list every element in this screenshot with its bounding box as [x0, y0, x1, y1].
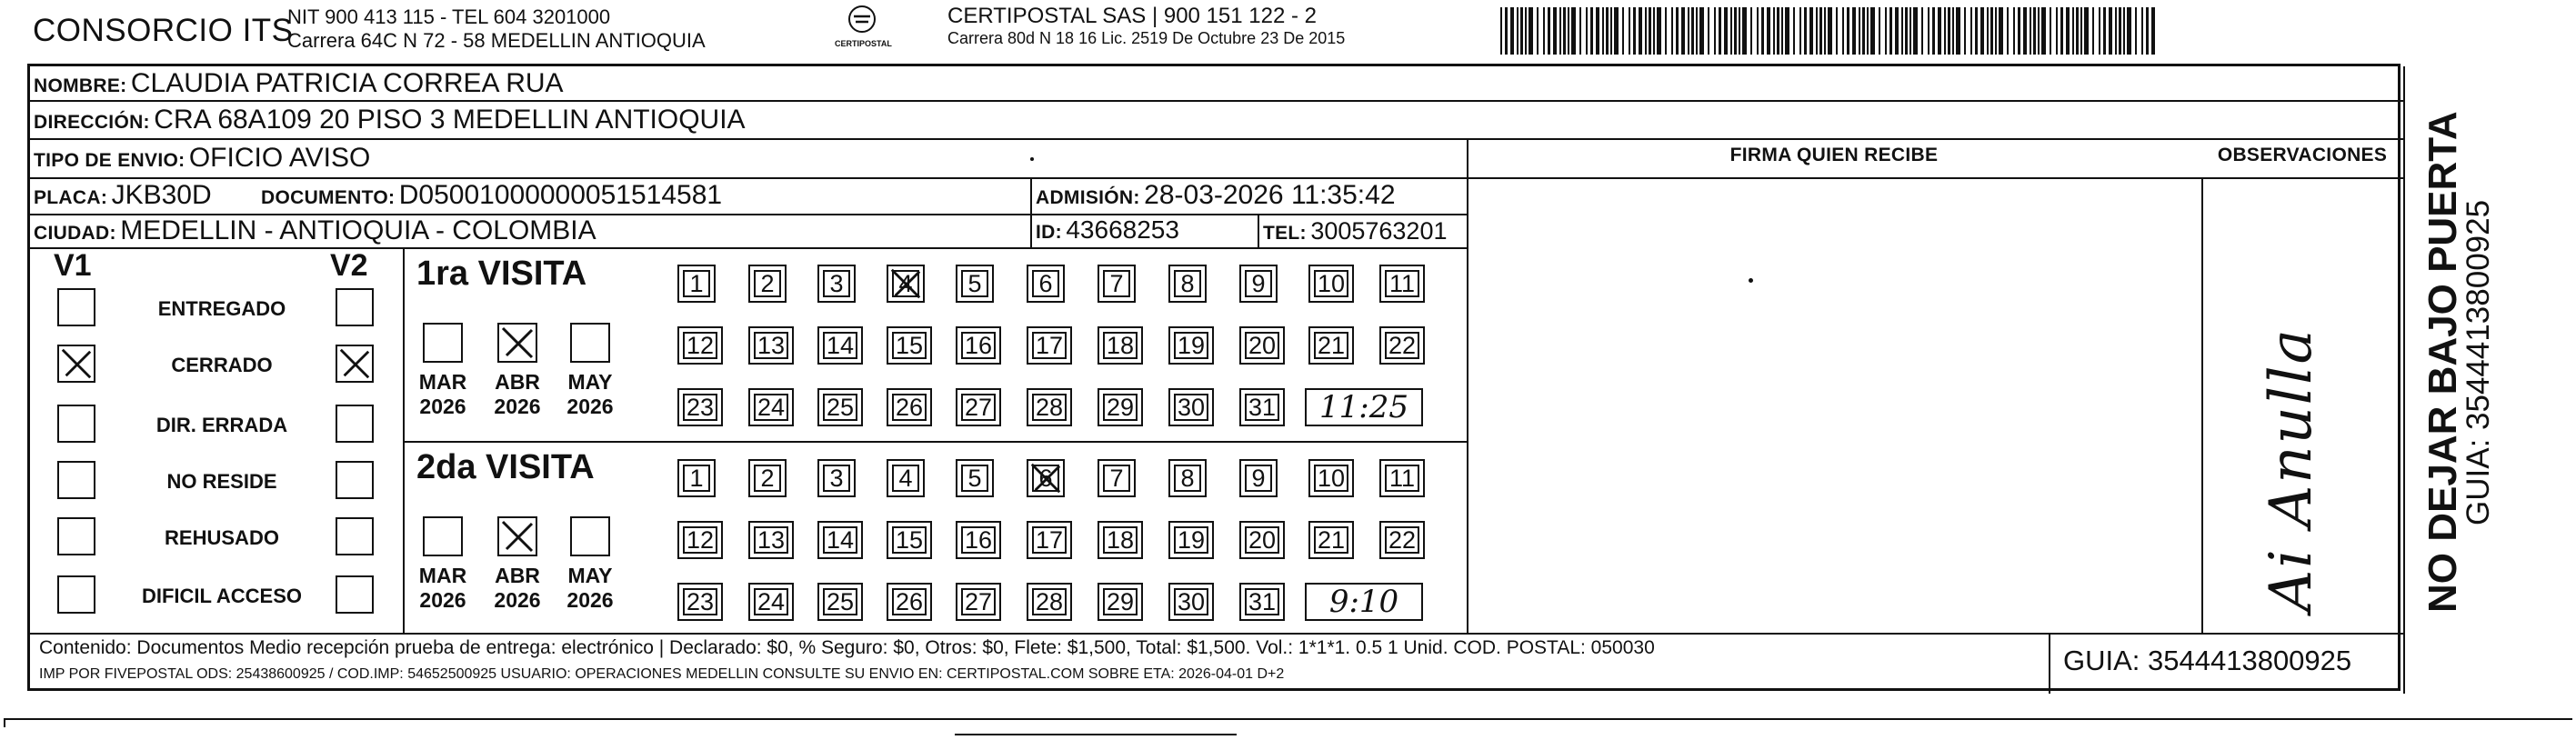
- handwritten-time-box: 9:10: [1305, 583, 1423, 621]
- day-box[interactable]: 22: [1379, 326, 1425, 365]
- placa-label: PLACA:: [34, 187, 108, 208]
- barcode-bar: [1596, 7, 1599, 55]
- barcode-bar: [2103, 7, 2106, 55]
- barcode-bar: [1671, 7, 1673, 55]
- barcode-bar: [2080, 7, 2082, 55]
- shipping-form: [27, 64, 2401, 691]
- v1-checkbox[interactable]: [57, 517, 95, 555]
- placa-value: JKB30D: [111, 180, 212, 210]
- barcode-bar: [1836, 7, 1838, 55]
- barcode-bar: [1724, 7, 1728, 55]
- second-visit-label: 2da VISITA: [416, 448, 595, 486]
- ciudad-value: MEDELLIN - ANTIOQUIA - COLOMBIA: [120, 215, 596, 245]
- day-box[interactable]: 4: [887, 459, 925, 497]
- barcode-bar: [1529, 7, 1533, 55]
- tear-corner: [4, 718, 5, 727]
- status-label: DIFICIL ACCESO: [141, 585, 302, 607]
- barcode-bar: [2135, 7, 2137, 55]
- day-box[interactable]: 18: [1098, 326, 1143, 365]
- barcode-bar: [2050, 7, 2051, 55]
- check-mark-icon: [499, 325, 536, 361]
- barcode-bar: [1525, 7, 1527, 55]
- tel-field: [1263, 217, 1447, 245]
- certipostal-line: CERTIPOSTAL SAS | 900 151 122 - 2: [947, 4, 1317, 28]
- day-box[interactable]: 20: [1239, 326, 1285, 365]
- v2-checkbox[interactable]: [336, 345, 374, 383]
- barcode-bar: [1824, 7, 1826, 55]
- v2-checkbox[interactable]: [336, 517, 374, 555]
- tel-label: TEL:: [1263, 223, 1307, 244]
- barcode-bar: [1688, 7, 1689, 55]
- certipostal-info: [947, 4, 1345, 48]
- barcode-bar: [1980, 7, 1984, 55]
- stray-dot: [1030, 157, 1034, 161]
- barcode-bar: [1879, 7, 1880, 55]
- barcode-bar: [1956, 7, 1960, 55]
- barcode-bar: [1773, 7, 1775, 55]
- barcode-bar: [1938, 7, 1941, 55]
- barcode-bar: [1614, 7, 1619, 55]
- signature-dot: [1749, 278, 1753, 283]
- day-box[interactable]: 12: [677, 521, 723, 559]
- barcode: [1498, 7, 2162, 55]
- check-mark-icon: [59, 346, 94, 381]
- v2-checkbox[interactable]: [336, 288, 374, 326]
- day-box[interactable]: 21: [1308, 326, 1354, 365]
- barcode-bar: [1505, 7, 1508, 55]
- day-box[interactable]: 3: [817, 459, 856, 497]
- observaciones-label: OBSERVACIONES: [2217, 145, 2388, 165]
- barcode-bar: [1928, 7, 1929, 55]
- day-box[interactable]: 31: [1239, 388, 1285, 426]
- barcode-bar: [2127, 7, 2131, 55]
- no-dejar-bajo-puerta: NO DEJAR BAJO PUERTA: [2421, 111, 2465, 613]
- barcode-bar: [1653, 7, 1655, 55]
- month-checkbox[interactable]: [497, 516, 537, 556]
- barcode-bar: [1842, 7, 1844, 55]
- barcode-bar: [1708, 7, 1709, 55]
- month-label: ABR 2026: [494, 370, 541, 418]
- barcode-bar: [1885, 7, 1887, 55]
- day-box[interactable]: 26: [887, 388, 932, 426]
- status-label: ENTREGADO: [157, 297, 286, 320]
- day-box[interactable]: 30: [1168, 388, 1214, 426]
- barcode-bar: [1816, 7, 1818, 55]
- day-box[interactable]: 20: [1239, 521, 1285, 559]
- day-box[interactable]: 6: [1027, 265, 1065, 303]
- nombre-label: NOMBRE:: [34, 75, 127, 96]
- month-label: MAR 2026: [418, 564, 467, 612]
- barcode-bar: [1543, 7, 1545, 55]
- day-box[interactable]: 5: [956, 265, 994, 303]
- documento-field: [261, 180, 722, 211]
- barcode-bar: [1520, 7, 1523, 55]
- company-address: Carrera 64C N 72 - 58 MEDELLIN ANTIOQUIA: [287, 29, 706, 52]
- day-box[interactable]: 19: [1168, 326, 1214, 365]
- barcode-bar: [2076, 7, 2079, 55]
- day-box[interactable]: 27: [956, 388, 1001, 426]
- day-box[interactable]: 24: [748, 583, 794, 621]
- barcode-bar: [1553, 7, 1557, 55]
- day-box[interactable]: 13: [748, 326, 794, 365]
- barcode-bar: [1734, 7, 1737, 55]
- barcode-bar: [1862, 7, 1865, 55]
- barcode-bar: [1699, 7, 1704, 55]
- barcode-bar: [1750, 7, 1752, 55]
- id-label: ID:: [1036, 222, 1062, 243]
- barcode-bar: [1649, 7, 1651, 55]
- admision-value: 28-03-2026 11:35:42: [1144, 180, 1396, 210]
- day-box[interactable]: 9: [1239, 459, 1278, 497]
- day-box[interactable]: 22: [1379, 521, 1425, 559]
- day-box[interactable]: 19: [1168, 521, 1214, 559]
- day-box[interactable]: 7: [1098, 459, 1136, 497]
- documento-label: DOCUMENTO:: [261, 187, 396, 208]
- barcode-bar: [1657, 7, 1661, 55]
- barcode-bar: [2092, 7, 2094, 55]
- day-box[interactable]: 10: [1308, 265, 1354, 303]
- tear-line: [4, 718, 2572, 720]
- barcode-bar: [1804, 7, 1807, 55]
- barcode-bar: [2023, 7, 2027, 55]
- day-box[interactable]: 16: [956, 521, 1001, 559]
- barcode-bar: [1975, 7, 1978, 55]
- barcode-bar: [2084, 7, 2089, 55]
- footer-guia: GUIA: 3544413800925: [2063, 645, 2352, 676]
- barcode-bar: [1676, 7, 1679, 55]
- day-box[interactable]: 25: [817, 388, 863, 426]
- barcode-bar: [2013, 7, 2015, 55]
- barcode-bar: [1548, 7, 1550, 55]
- barcode-bar: [1559, 7, 1561, 55]
- v2-checkbox[interactable]: [336, 461, 374, 499]
- barcode-bar: [1921, 7, 1923, 55]
- barcode-bar: [1952, 7, 1954, 55]
- day-box[interactable]: 11: [1379, 265, 1425, 303]
- day-box[interactable]: 9: [1239, 265, 1278, 303]
- day-box[interactable]: 29: [1098, 583, 1143, 621]
- barcode-bar: [1714, 7, 1716, 55]
- ciudad-label: CIUDAD:: [34, 223, 116, 244]
- day-box[interactable]: 31: [1239, 583, 1285, 621]
- barcode-bar: [2072, 7, 2074, 55]
- tipo-label: TIPO DE ENVIO:: [34, 150, 185, 171]
- barcode-bar: [2115, 7, 2117, 55]
- barcode-bar: [1859, 7, 1860, 55]
- day-box[interactable]: 5: [956, 459, 994, 497]
- day-box[interactable]: 16: [956, 326, 1001, 365]
- barcode-bar: [1913, 7, 1918, 55]
- v1-checkbox[interactable]: [57, 288, 95, 326]
- barcode-bar: [1696, 7, 1698, 55]
- day-box[interactable]: 24: [748, 388, 794, 426]
- barcode-bar: [1819, 7, 1822, 55]
- month-label: MAR 2026: [418, 370, 467, 418]
- barcode-bar: [1905, 7, 1908, 55]
- placa-field: [34, 180, 212, 211]
- day-box[interactable]: 23: [677, 583, 723, 621]
- barcode-bar: [1809, 7, 1813, 55]
- barcode-bar: [1781, 7, 1783, 55]
- day-box[interactable]: 27: [956, 583, 1001, 621]
- barcode-bar: [1909, 7, 1911, 55]
- company-info: [287, 5, 706, 53]
- v1-checkbox[interactable]: [57, 575, 95, 614]
- barcode-bar: [1895, 7, 1899, 55]
- day-box[interactable]: 2: [748, 459, 787, 497]
- barcode-bar: [2146, 7, 2149, 55]
- day-box[interactable]: 23: [677, 388, 723, 426]
- barcode-bar: [2066, 7, 2070, 55]
- nit-line: NIT 900 413 115 - TEL 604 3201000: [287, 5, 611, 28]
- barcode-bar: [1852, 7, 1856, 55]
- day-box[interactable]: 1: [677, 265, 716, 303]
- month-checkbox[interactable]: [570, 516, 610, 556]
- barcode-bar: [1761, 7, 1764, 55]
- barcode-bar: [1944, 7, 1946, 55]
- barcode-bar: [1995, 7, 1997, 55]
- barcode-bar: [2018, 7, 2020, 55]
- day-box[interactable]: 15: [887, 521, 932, 559]
- barcode-bar: [1579, 7, 1581, 55]
- day-box[interactable]: 17: [1027, 521, 1072, 559]
- barcode-bar: [1990, 7, 1993, 55]
- tipo-row: [34, 143, 370, 174]
- barcode-bar: [1665, 7, 1667, 55]
- firma-label: FIRMA QUIEN RECIBE: [1729, 145, 1939, 165]
- v1-checkbox[interactable]: [57, 405, 95, 443]
- barcode-bar: [1970, 7, 1972, 55]
- barcode-bar: [1739, 7, 1740, 55]
- day-box[interactable]: 2: [748, 265, 787, 303]
- barcode-bar: [1629, 7, 1630, 55]
- certipostal-logo: [835, 4, 892, 48]
- barcode-bar: [1719, 7, 1721, 55]
- barcode-bar: [1847, 7, 1849, 55]
- status-label: REHUSADO: [165, 526, 279, 549]
- barcode-bar: [1510, 7, 1514, 55]
- v1-checkbox[interactable]: [57, 345, 95, 383]
- barcode-bar: [1870, 7, 1875, 55]
- barcode-bar: [2060, 7, 2063, 55]
- v1-checkbox[interactable]: [57, 461, 95, 499]
- day-box[interactable]: 8: [1168, 459, 1207, 497]
- barcode-bar: [1639, 7, 1642, 55]
- barcode-bar: [2119, 7, 2121, 55]
- barcode-bar: [1610, 7, 1612, 55]
- barcode-bar: [1757, 7, 1759, 55]
- status-label: NO RESIDE: [166, 470, 277, 493]
- barcode-bar: [1602, 7, 1604, 55]
- barcode-bar: [1767, 7, 1770, 55]
- day-box[interactable]: 7: [1098, 265, 1136, 303]
- ciudad-field: [34, 215, 596, 246]
- day-box[interactable]: 18: [1098, 521, 1143, 559]
- barcode-bar: [1681, 7, 1685, 55]
- barcode-bar: [1948, 7, 1950, 55]
- day-box[interactable]: 26: [887, 583, 932, 621]
- barcode-bar: [1793, 7, 1795, 55]
- barcode-bar: [1571, 7, 1576, 55]
- tel-value: 3005763201: [1310, 217, 1448, 245]
- direccion-value: CRA 68A109 20 PISO 3 MEDELLIN ANTIOQUIA: [154, 105, 746, 135]
- month-checkbox[interactable]: [497, 323, 537, 363]
- side-guia: GUIA: 3544413800925: [2461, 199, 2496, 525]
- month-label: ABR 2026: [494, 564, 541, 612]
- first-visit-label: 1ra VISITA: [416, 255, 587, 293]
- check-mark-icon: [1028, 461, 1063, 495]
- day-box[interactable]: 25: [817, 583, 863, 621]
- id-value: 43668253: [1066, 215, 1179, 244]
- check-mark-icon: [337, 346, 372, 381]
- barcode-bar: [1932, 7, 1935, 55]
- day-box[interactable]: 28: [1027, 388, 1072, 426]
- month-checkbox[interactable]: [423, 516, 463, 556]
- direccion-label: DIRECCIÓN:: [34, 112, 150, 133]
- barcode-bar: [1586, 7, 1588, 55]
- barcode-bar: [2151, 7, 2155, 55]
- day-box[interactable]: 11: [1379, 459, 1425, 497]
- barcode-bar: [1799, 7, 1801, 55]
- barcode-bar: [2099, 7, 2100, 55]
- barcode-bar: [1730, 7, 1732, 55]
- barcode-bar: [1999, 7, 2003, 55]
- day-box[interactable]: 8: [1168, 265, 1207, 303]
- v2-checkbox[interactable]: [336, 575, 374, 614]
- handwritten-time-box: 11:25: [1305, 388, 1423, 426]
- month-checkbox[interactable]: [570, 323, 610, 363]
- tear-line-short: [955, 734, 1237, 735]
- id-field: [1036, 215, 1179, 245]
- barcode-bar: [1563, 7, 1566, 55]
- day-box[interactable]: 1: [677, 459, 716, 497]
- v2-checkbox[interactable]: [336, 405, 374, 443]
- check-mark-icon: [888, 266, 923, 301]
- barcode-bar: [1606, 7, 1609, 55]
- month-checkbox[interactable]: [423, 323, 463, 363]
- barcode-bar: [1742, 7, 1747, 55]
- day-box[interactable]: 6: [1027, 459, 1065, 497]
- nombre-value: CLAUDIA PATRICIA CORREA RUA: [130, 68, 564, 98]
- nombre-row: [34, 68, 564, 99]
- barcode-bar: [1964, 7, 1966, 55]
- barcode-bar: [1622, 7, 1624, 55]
- barcode-bar: [1537, 7, 1539, 55]
- barcode-bar: [2123, 7, 2125, 55]
- check-mark-icon: [499, 518, 536, 555]
- barcode-bar: [1633, 7, 1636, 55]
- v1-label: V1: [54, 248, 92, 283]
- company-name: CONSORCIO ITS: [33, 13, 294, 48]
- admision-label: ADMISIÓN:: [1036, 187, 1140, 208]
- day-box[interactable]: 17: [1027, 326, 1072, 365]
- barcode-bar: [1500, 7, 1502, 55]
- day-box[interactable]: 3: [817, 265, 856, 303]
- barcode-bar: [2038, 7, 2040, 55]
- day-box[interactable]: 15: [887, 326, 932, 365]
- contenido-line: Contenido: Documentos Medio recepción prueba de entrega: electrónico | Declarado: $0, % Seguro: $0, Otros: $0, Flete: $1,500, Total: $1,500. Vol.: 1*1*1. 0.5 1 Unid. COD. POSTAL: 050030: [39, 637, 1655, 658]
- barcode-bar: [1777, 7, 1779, 55]
- handwritten-observation: Ai Anulla: [2258, 327, 2325, 612]
- day-box[interactable]: 29: [1098, 388, 1143, 426]
- direccion-row: [34, 105, 746, 135]
- v2-label: V2: [330, 248, 368, 283]
- status-label: DIR. ERRADA: [155, 414, 288, 436]
- day-box[interactable]: 14: [817, 521, 863, 559]
- day-box[interactable]: 4: [887, 265, 925, 303]
- documento-value: D05001000000051514581: [398, 180, 723, 210]
- certipostal-logo-icon: [844, 4, 880, 35]
- logo-text: CERTIPOSTAL: [835, 39, 892, 48]
- barcode-bar: [1568, 7, 1569, 55]
- certipostal-address: Carrera 80d N 18 16 Lic. 2519 De Octubre 23 De 2015: [947, 29, 1346, 47]
- month-label: MAY 2026: [566, 370, 614, 418]
- barcode-bar: [2109, 7, 2112, 55]
- day-box[interactable]: 13: [748, 521, 794, 559]
- barcode-bar: [2033, 7, 2036, 55]
- barcode-bar: [2056, 7, 2058, 55]
- barcode-bar: [2041, 7, 2046, 55]
- month-label: MAY 2026: [566, 564, 614, 612]
- barcode-bar: [1867, 7, 1869, 55]
- day-box[interactable]: 12: [677, 326, 723, 365]
- day-box[interactable]: 10: [1308, 459, 1354, 497]
- barcode-bar: [1889, 7, 1892, 55]
- imp-line: IMP POR FIVEPOSTAL ODS: 25438600925 / COD.IMP: 54652500925 USUARIO: OPERACIONES MEDELLIN CONSULTE SU ENVIO EN: CERTIPOSTAL.COM SOBRE ETA: 2026-04-01 D+2: [39, 666, 1285, 682]
- tipo-value: OFICIO AVISO: [188, 143, 371, 173]
- barcode-bar: [1590, 7, 1593, 55]
- status-label: CERRADO: [171, 354, 273, 376]
- barcode-bar: [1517, 7, 1519, 55]
- barcode-bar: [1785, 7, 1789, 55]
- day-box[interactable]: 14: [817, 326, 863, 365]
- barcode-bar: [1901, 7, 1903, 55]
- barcode-bar: [2141, 7, 2143, 55]
- day-box[interactable]: 30: [1168, 583, 1214, 621]
- admision-field: [1036, 180, 1396, 211]
- day-box[interactable]: 28: [1027, 583, 1072, 621]
- barcode-bar: [1645, 7, 1647, 55]
- day-box[interactable]: 21: [1308, 521, 1354, 559]
- barcode-bar: [1828, 7, 1832, 55]
- barcode-bar: [2007, 7, 2009, 55]
- barcode-bar: [1987, 7, 1989, 55]
- barcode-bar: [1691, 7, 1694, 55]
- barcode-bar: [2030, 7, 2031, 55]
